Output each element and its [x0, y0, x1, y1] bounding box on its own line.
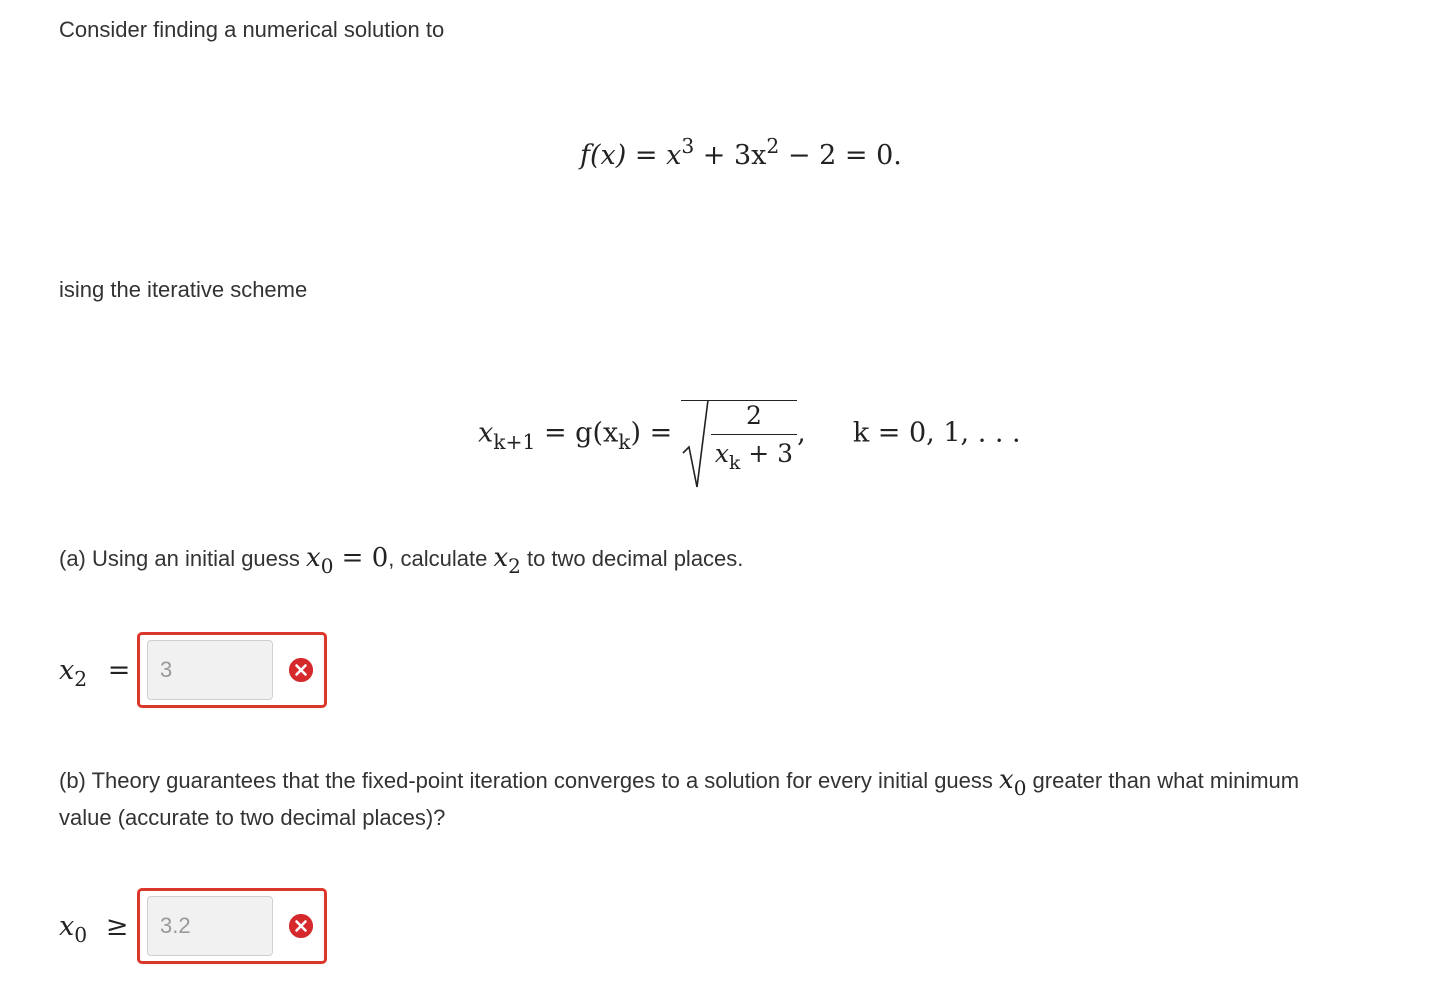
part-b-prompt-line2: value (accurate to two decimal places)?	[59, 805, 446, 830]
part-b-answer-relation: ≥	[105, 910, 129, 942]
iter-close: ) =	[630, 417, 673, 449]
fraction	[711, 401, 797, 474]
iter-x: x	[478, 417, 494, 449]
part-b-answer-label	[59, 910, 137, 947]
equation-f-lhs: f(x) = x	[580, 140, 682, 171]
den-sub-k: k	[728, 452, 741, 474]
intro-text: Consider finding a numerical solution to	[59, 17, 445, 42]
part-a-x2-var: x	[493, 543, 509, 573]
iter-sub-k1: k+1	[493, 429, 536, 454]
part-b-x0-var: x	[999, 765, 1014, 795]
equation-f-rest: − 2 = 0.	[787, 140, 902, 171]
part-a-answer-input[interactable]	[147, 640, 273, 700]
part-b-prompt-line1	[59, 761, 1299, 800]
incorrect-icon	[289, 658, 313, 682]
part-b-text-before: (b) Theory guarantees that the fixed-point iteration converges to a solution for every initial guess	[59, 768, 1000, 793]
function-equation	[580, 133, 902, 171]
part-a-text-before: (a) Using an initial guess	[59, 546, 307, 571]
part-a-x0-var: x	[306, 543, 321, 573]
part-a-eq-zero: = 0	[333, 543, 389, 573]
fraction-denominator	[711, 434, 797, 474]
part-b-answer-row	[59, 888, 327, 964]
part-a-prompt	[59, 539, 743, 578]
fraction-numerator: 2	[746, 401, 762, 430]
part-a-x0-sub: 0	[320, 554, 334, 578]
equation-f-plus: + 3x	[702, 140, 767, 171]
incorrect-icon	[289, 914, 313, 938]
part-b-answer-sub: 0	[74, 922, 88, 947]
iter-eq-g: = g(x	[543, 417, 619, 449]
part-a-answer-label	[59, 654, 137, 691]
equation-f-power-2: 2	[766, 133, 780, 158]
part-a-answer-relation: =	[107, 654, 131, 686]
den-x: x	[714, 439, 729, 468]
iter-comma: ,	[797, 417, 806, 449]
part-a-x2-sub: 2	[508, 554, 521, 578]
part-b-text-after: greater than what minimum	[1026, 768, 1300, 793]
part-a-text-after: to two decimal places.	[520, 546, 744, 571]
part-b-answer-box	[137, 888, 327, 964]
den-rest: + 3	[748, 439, 794, 468]
part-a-answer-row	[59, 632, 327, 708]
radical-sign-icon	[681, 399, 709, 491]
equation-f-power-3: 3	[681, 133, 695, 158]
sqrt-expression	[681, 400, 797, 474]
part-a-answer-box	[137, 632, 327, 708]
iter-sub-k: k	[618, 429, 631, 454]
part-a-answer-var: x	[59, 654, 75, 686]
iteration-equation	[478, 400, 1021, 474]
part-b-answer-input[interactable]	[147, 896, 273, 956]
part-b-answer-var: x	[59, 910, 75, 942]
part-b-x0-sub: 0	[1013, 776, 1027, 800]
scheme-text: ising the iterative scheme	[59, 277, 308, 302]
k-range: k = 0, 1, . . .	[852, 417, 1021, 449]
part-a-text-mid: , calculate	[388, 546, 494, 571]
part-a-answer-sub: 2	[74, 666, 88, 691]
